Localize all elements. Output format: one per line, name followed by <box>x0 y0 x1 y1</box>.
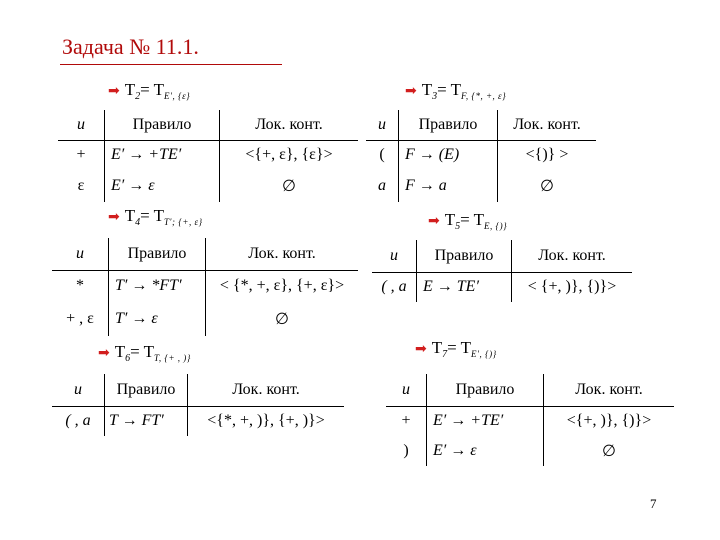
table-t6-caption: ➡ T 6 = T T, {+ , )} <box>98 342 191 364</box>
table-row: ε E′ → ε ∅ <box>58 170 358 202</box>
col-header-ctx: Лок. конт. <box>544 374 675 406</box>
right-arrow-icon: ➡ <box>405 83 417 99</box>
table-row: + E′ → +TE′ <{+, )}, {)}> <box>386 406 674 436</box>
table-t6 <box>52 374 344 436</box>
table-t4 <box>52 238 358 336</box>
table-row: + E′ → +TE′ <{+, ε}, {ε}> <box>58 140 358 170</box>
table-t5-caption: ➡ T 5 = T E, {)} <box>428 210 508 232</box>
col-header-rule: Правило <box>109 238 206 270</box>
table-t2-caption: ➡ T 2 = T E′, {ε} <box>108 80 191 102</box>
table-row: a F → a ∅ <box>366 170 596 202</box>
right-arrow-icon: ➡ <box>98 345 110 361</box>
title-underline <box>60 64 282 65</box>
col-header-u: u <box>58 110 105 140</box>
table-t7-caption: ➡ T 7 = T E′, {)} <box>415 338 497 360</box>
table-row: ) E′ → ε ∅ <box>386 436 674 466</box>
table-row: * T′ → *FT′ < {*, +, ε}, {+, ε}> <box>52 270 358 302</box>
col-header-ctx: Лок. конт. <box>498 110 597 140</box>
page-number: 7 <box>650 496 657 511</box>
col-header-ctx: Лок. конт. <box>512 240 633 272</box>
col-header-ctx: Лок. конт. <box>220 110 359 140</box>
col-header-rule: Правило <box>399 110 498 140</box>
col-header-ctx: Лок. конт. <box>188 374 345 406</box>
col-header-rule: Правило <box>417 240 512 272</box>
table-row: ( , a T → FT′ <{*, +, )}, {+, )}> <box>52 406 344 436</box>
col-header-u: u <box>386 374 427 406</box>
table-t3 <box>366 110 596 202</box>
page-title: Задача № 11.1. <box>62 34 199 59</box>
table-t3-caption: ➡ T 3 = T F, {*, +, ε} <box>405 80 507 102</box>
table-row: + , ε T′ → ε ∅ <box>52 302 358 336</box>
table-row: ( F → (E) <{)} > <box>366 140 596 170</box>
col-header-rule: Правило <box>427 374 544 406</box>
col-header-u: u <box>372 240 417 272</box>
col-header-rule: Правило <box>105 374 188 406</box>
table-t4-caption: ➡ T 4 = T T′; {+, ε} <box>108 206 203 228</box>
col-header-u: u <box>366 110 399 140</box>
col-header-u: u <box>52 374 105 406</box>
right-arrow-icon: ➡ <box>108 83 120 99</box>
table-t2 <box>58 110 358 202</box>
col-header-rule: Правило <box>105 110 220 140</box>
table-t7 <box>386 374 674 466</box>
table-t5 <box>372 240 632 302</box>
col-header-u: u <box>52 238 109 270</box>
right-arrow-icon: ➡ <box>108 209 120 225</box>
right-arrow-icon: ➡ <box>415 341 427 357</box>
col-header-ctx: Лок. конт. <box>206 238 359 270</box>
right-arrow-icon: ➡ <box>428 213 440 229</box>
table-row: ( , a E → TE′ < {+, )}, {)}> <box>372 272 632 302</box>
